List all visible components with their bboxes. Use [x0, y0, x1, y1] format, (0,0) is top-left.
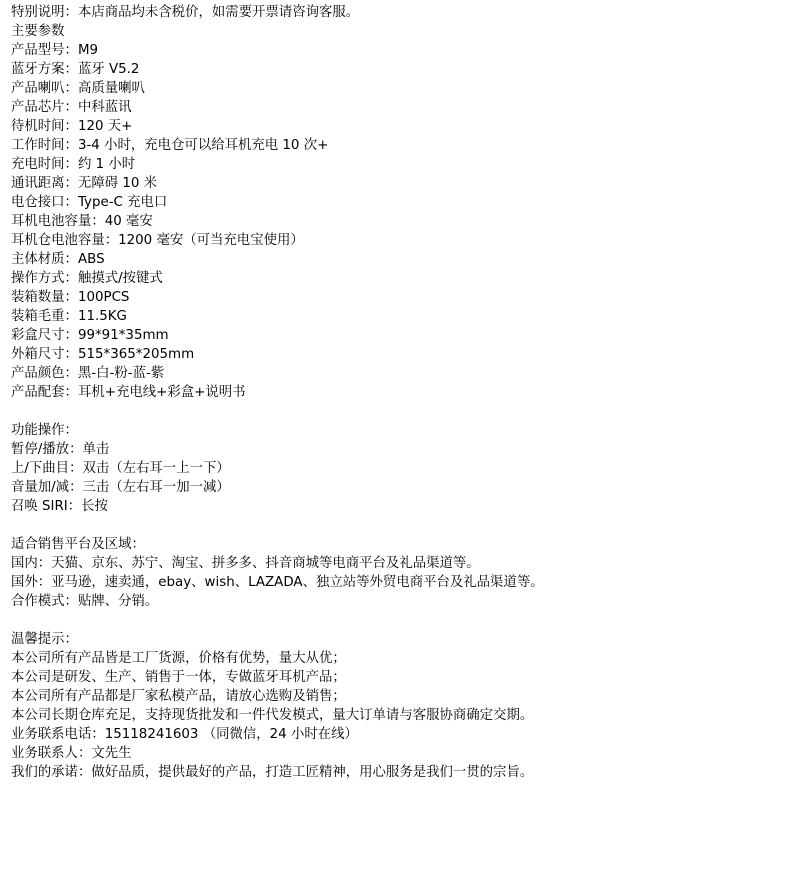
section-spacer: [11, 611, 571, 630]
spec-row: 彩盒尺寸：99*91*35mm: [11, 328, 169, 343]
spec-row: 蓝牙方案：蓝牙 V5.2: [11, 62, 140, 77]
contact-phone: 业务联系电话：15118241603 （同微信，24 小时在线）: [11, 727, 358, 742]
spec-row: 耳机仓电池容量：1200 毫安（可当充电宝使用）: [11, 233, 304, 248]
spec-row: 产品配套：耳机+充电线+彩盒+说明书: [11, 385, 246, 400]
operation-row: 上/下曲目：双击（左右耳一上一下）: [11, 461, 230, 476]
operations-section: [11, 421, 571, 516]
spec-row: 工作时间：3-4 小时，充电仓可以给耳机充电 10 次+: [11, 138, 329, 153]
specs-section: [11, 22, 571, 402]
specs-heading: 主要参数: [11, 24, 65, 39]
section-spacer: [11, 516, 571, 535]
operation-row: 暂停/播放：单击: [11, 442, 110, 457]
sales-section: [11, 535, 571, 611]
tips-section: [11, 630, 571, 782]
spec-row: 产品型号：M9: [11, 43, 99, 58]
tip-row: 本公司所有产品都是厂家私模产品，请放心选购及销售；: [11, 689, 346, 704]
operation-row: 音量加/减：三击（左右耳一加一减）: [11, 480, 230, 495]
spec-row: 产品喇叭：高质量喇叭: [11, 81, 145, 96]
spec-row: 待机时间：120 天+: [11, 119, 133, 134]
spec-row: 外箱尺寸：515*365*205mm: [11, 347, 195, 362]
spec-row: 装箱毛重：11.5KG: [11, 309, 127, 324]
spec-row: 产品芯片：中科蓝讯: [11, 100, 132, 115]
spec-row: 电仓接口：Type-C 充电口: [11, 195, 168, 210]
spec-row: 充电时间：约 1 小时: [11, 157, 136, 172]
tips-heading: 温馨提示：: [11, 632, 78, 647]
notice-text: 特别说明：本店商品均未含税价，如需要开票请咨询客服。: [11, 5, 360, 20]
sales-row-cooperation: 合作模式：贴牌、分销。: [11, 594, 159, 609]
spec-row: 通讯距离：无障碍 10 米: [11, 176, 158, 191]
spec-row: 操作方式：触摸式/按键式: [11, 271, 163, 286]
tip-row: 本公司是研发、生产、销售于一体，专做蓝牙耳机产品；: [11, 670, 346, 685]
spec-row: 主体材质：ABS: [11, 252, 105, 267]
spec-row: 产品颜色：黑-白-粉-蓝-紫: [11, 366, 165, 381]
operations-heading: 功能操作：: [11, 423, 78, 438]
tip-row: 本公司所有产品皆是工厂货源，价格有优势，量大从优；: [11, 651, 346, 666]
promise-text: 我们的承诺：做好品质，提供最好的产品，打造工匠精神，用心服务是我们一贯的宗旨。: [11, 765, 534, 780]
document-body: [11, 3, 571, 782]
contact-person: 业务联系人：文先生: [11, 746, 132, 761]
sales-heading: 适合销售平台及区域：: [11, 537, 145, 552]
sales-row-overseas: 国外：亚马逊，速卖通，ebay、wish、LAZADA、独立站等外贸电商平台及礼品渠道等。: [11, 575, 544, 590]
tip-row: 本公司长期仓库充足，支持现货批发和一件代发模式，量大订单请与客服协商确定交期。: [11, 708, 534, 723]
section-spacer: [11, 402, 571, 421]
spec-row: 耳机电池容量：40 毫安: [11, 214, 153, 229]
sales-row-domestic: 国内：天猫、京东、苏宁、淘宝、拼多多、抖音商城等电商平台及礼品渠道等。: [11, 556, 480, 571]
spec-row: 装箱数量：100PCS: [11, 290, 130, 305]
operation-row: 召唤 SIRI：长按: [11, 499, 108, 514]
